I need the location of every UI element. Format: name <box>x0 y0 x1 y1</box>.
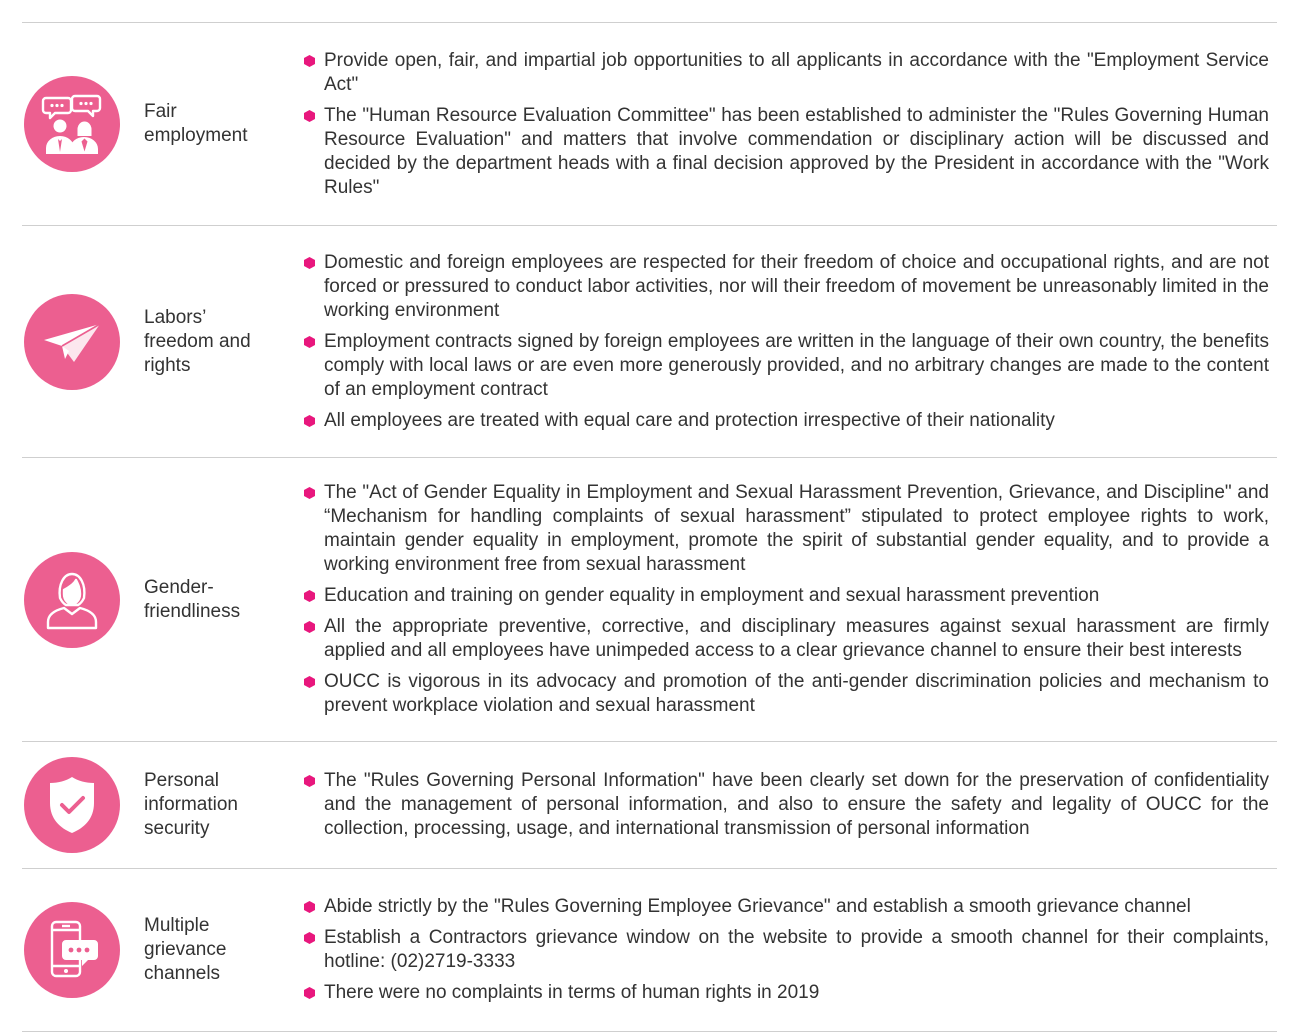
category-label: Personal information security <box>144 770 238 839</box>
icon-cell <box>22 902 122 998</box>
bullet-list <box>280 769 1277 841</box>
bullet-list <box>280 49 1277 200</box>
hexagon-bullet-icon <box>304 932 315 944</box>
list-item <box>304 615 1269 663</box>
list-item-text: Abide strictly by the "Rules Governing Employee Grievance" and establish a smooth grievance channel <box>324 896 1191 917</box>
hexagon-bullet-icon <box>304 901 315 913</box>
shield-check-icon <box>24 757 120 853</box>
row-fair-employment <box>22 22 1277 225</box>
bullet-list <box>280 251 1277 433</box>
bullet-list <box>280 481 1277 718</box>
row-personal-information-security <box>22 741 1277 868</box>
hexagon-bullet-icon <box>304 110 315 122</box>
list-item-text: All the appropriate preventive, corrective, and disciplinary measures against sexual harassment are firmly applied and all employees have unimpeded access to a clear grievance channel to ensure their best interests <box>324 616 1269 661</box>
list-item-text: Establish a Contractors grievance window on the website to provide a smooth channel for their complaints, hotline: (02)2719-3333 <box>324 927 1269 972</box>
paper-plane-icon <box>24 294 120 390</box>
list-item <box>304 330 1269 402</box>
list-item-text: Education and training on gender equality in employment and sexual harassment prevention <box>324 585 1100 606</box>
row-gender-friendliness <box>22 457 1277 741</box>
woman-icon <box>24 552 120 648</box>
hexagon-bullet-icon <box>304 987 315 999</box>
list-item <box>304 670 1269 718</box>
list-item <box>304 251 1269 323</box>
human-rights-table <box>22 22 1277 1032</box>
list-item-text: Domestic and foreign employees are respected for their freedom of choice and occupational rights, and are not forced or pressured to conduct labor activities, nor will their freedom of movement be unreasonably limited in the working environment <box>324 251 1269 321</box>
phone-message-icon <box>24 902 120 998</box>
icon-cell <box>22 76 122 172</box>
list-item <box>304 481 1269 577</box>
hexagon-bullet-icon <box>304 336 315 348</box>
hexagon-bullet-icon <box>304 676 315 688</box>
list-item-text: The "Act of Gender Equality in Employment and Sexual Harassment Prevention, Grievance, and Discipline" and “Mechanism for handling complaints of sexual harassment” stipulated to protect employee rights to work, maintain gender equality in employment, promote the spirit of substantial gender equality, and to provide a working environment free from sexual harassment <box>324 482 1269 575</box>
hexagon-bullet-icon <box>304 590 315 602</box>
list-item <box>304 104 1269 200</box>
list-item <box>304 49 1269 97</box>
list-item <box>304 926 1269 974</box>
category-label: Fair employment <box>144 101 248 146</box>
category-label: Gender- friendliness <box>144 576 241 622</box>
icon-cell <box>22 552 122 648</box>
list-item <box>304 895 1269 919</box>
list-item-text: OUCC is vigorous in its advocacy and promotion of the anti-gender discrimination policies and mechanism to prevent workplace violation and sexual harassment <box>324 671 1269 716</box>
hexagon-bullet-icon <box>304 55 315 67</box>
row-labor-rights <box>22 225 1277 457</box>
bullet-list <box>280 895 1277 1005</box>
list-item <box>304 981 1269 1005</box>
row-grievance-channels <box>22 868 1277 1032</box>
category-label: Labors’ freedom and rights <box>144 306 251 376</box>
hexagon-bullet-icon <box>304 487 315 499</box>
hexagon-bullet-icon <box>304 621 315 633</box>
icon-cell <box>22 294 122 390</box>
list-item <box>304 769 1269 841</box>
list-item-text: The "Rules Governing Personal Information" have been clearly set down for the preservation of confidentiality and the management of personal information, and also to ensure the safety and legality of OUCC for the collection, processing, usage, and international transmission of personal information <box>324 770 1269 839</box>
people-chat-icon <box>24 76 120 172</box>
hexagon-bullet-icon <box>304 775 315 787</box>
list-item-text: Employment contracts signed by foreign employees are written in the language of their own country, the benefits comply with local laws or are even more generously provided, and no arbitrary changes are made to the content of an employment contract <box>324 330 1269 400</box>
list-item-text: The "Human Resource Evaluation Committee" has been established to administer the "Rules Governing Human Resource Evaluation" and matters that involve commendation or disciplinary action will be discussed and decided by the department heads with a final decision approved by the President in accordance with the "Work Rules" <box>324 104 1269 198</box>
hexagon-bullet-icon <box>304 415 315 427</box>
list-item <box>304 409 1269 433</box>
list-item-text: There were no complaints in terms of human rights in 2019 <box>324 982 820 1003</box>
list-item <box>304 584 1269 608</box>
icon-cell <box>22 757 122 853</box>
list-item-text: All employees are treated with equal care and protection irrespective of their nationality <box>324 409 1055 431</box>
list-item-text: Provide open, fair, and impartial job opportunities to all applicants in accordance with the "Employment Service Act" <box>324 49 1269 95</box>
category-label: Multiple grievance channels <box>144 915 227 984</box>
hexagon-bullet-icon <box>304 257 315 269</box>
